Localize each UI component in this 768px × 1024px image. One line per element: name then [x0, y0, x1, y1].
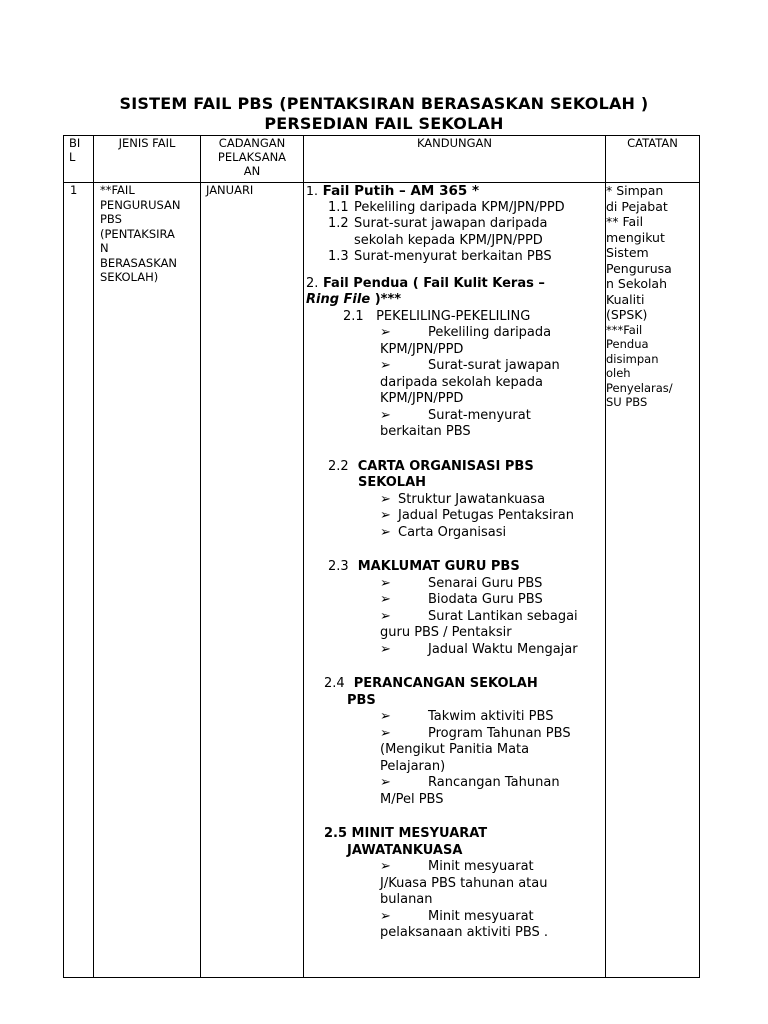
- list-item: ➢ Biodata Guru PBS: [380, 592, 543, 607]
- list-item-cont: sekolah kepada KPM/JPN/PPD: [354, 232, 543, 248]
- arrowhead-icon: ➢: [380, 725, 391, 741]
- list-item: ➢ Surat-menyurat berkaitan PBS: [380, 407, 531, 439]
- arrowhead-icon: ➢: [380, 608, 391, 624]
- cell-catatan: * Simpan di Pejabat ** Fail mengikut Sistem Pengurusa n Sekolah Kualiti (SPSK) ***Fail Pendua disimpan oleh Penyelaras/ SU PBS: [606, 183, 700, 978]
- cell-cadangan: JANUARI: [201, 183, 304, 978]
- arrowhead-icon: ➢: [380, 908, 391, 924]
- list-item: ➢ Senarai Guru PBS: [380, 575, 543, 591]
- list-item: ➢ Jadual Waktu Mengajar: [380, 641, 578, 657]
- subsection-2-1: 2.1 PEKELILING-PEKELILING: [343, 308, 531, 324]
- subsection-2-3-heading: 2.3 MAKLUMAT GURU PBS: [328, 559, 520, 574]
- subsection-2-2-heading: 2.2 CARTA ORGANISASI PBS SEKOLAH: [328, 458, 534, 490]
- arrowhead-icon: ➢: [380, 325, 391, 340]
- file-system-table: [63, 135, 700, 978]
- list-item: 1.3 Surat-menyurat berkaitan PBS: [328, 249, 552, 264]
- list-item: ➢ Jadual Petugas Pentaksiran: [380, 508, 574, 523]
- document-title: SISTEM FAIL PBS (PENTAKSIRAN BERASASKAN SEKOLAH ): [119, 94, 649, 113]
- arrowhead-icon: ➢: [380, 491, 391, 507]
- list-item: ➢ Takwim aktiviti PBS: [380, 709, 554, 724]
- cell-bil: 1: [64, 183, 94, 978]
- list-item: ➢ Program Tahunan PBS (Mengikut Panitia Mata Pelajaran): [380, 725, 571, 774]
- arrowhead-icon: ➢: [380, 641, 391, 657]
- list-item: 1.1 Pekeliling daripada KPM/JPN/PPD: [328, 199, 565, 215]
- subsection-2-4-heading: 2.4 PERANCANGAN SEKOLAH PBS: [324, 676, 538, 708]
- arrowhead-icon: ➢: [380, 358, 391, 373]
- list-item: ➢ Rancangan Tahunan M/Pel PBS: [380, 775, 560, 807]
- list-item: ➢ Surat Lantikan sebagai guru PBS / Pentaksir: [380, 608, 578, 640]
- subsection-2-5-heading: 2.5 MINIT MESYUARAT JAWATANKUASA: [324, 826, 488, 858]
- table-header-row: [64, 136, 700, 183]
- list-item: 1.2 Surat-surat jawapan daripada: [328, 216, 548, 231]
- arrowhead-icon: ➢: [380, 407, 391, 423]
- list-item: ➢ Pekeliling daripada KPM/JPN/PPD: [380, 325, 552, 357]
- arrowhead-icon: ➢: [380, 859, 391, 874]
- header-kandungan: KANDUNGAN: [304, 136, 606, 183]
- arrowhead-icon: ➢: [380, 524, 391, 540]
- arrowhead-icon: ➢: [380, 709, 391, 724]
- list-item: ➢ Surat-surat jawapan daripada sekolah kepada KPM/JPN/PPD: [380, 358, 560, 406]
- list-item: ➢ Carta Organisasi: [380, 524, 507, 540]
- arrowhead-icon: ➢: [380, 575, 391, 591]
- list-item: ➢ Struktur Jawatankuasa: [380, 491, 546, 507]
- document-subtitle: PERSEDIAN FAIL SEKOLAH: [264, 114, 504, 133]
- cell-kandungan: [304, 183, 606, 978]
- table-row: [64, 183, 700, 978]
- list-item: ➢ Minit mesyuarat pelaksanaan aktiviti PBS .: [380, 908, 549, 940]
- section-2-heading: 2. Fail Pendua ( Fail Kulit Keras – Ring File )***: [306, 275, 545, 307]
- header-bil: BI L: [64, 136, 94, 183]
- list-item: ➢ Minit mesyuarat J/Kuasa PBS tahunan atau bulanan: [380, 859, 548, 907]
- arrowhead-icon: ➢: [380, 775, 391, 790]
- section-1-heading: 1. Fail Putih – AM 365 *: [306, 183, 480, 199]
- header-cadangan: CADANGAN PELAKSANA AN: [201, 136, 304, 183]
- cell-jenis-fail: **FAIL PENGURUSAN PBS (PENTAKSIRA N BERASASKAN SEKOLAH): [94, 183, 201, 978]
- header-jenis-fail: JENIS FAIL: [94, 136, 201, 183]
- header-catatan: CATATAN: [606, 136, 700, 183]
- arrowhead-icon: ➢: [380, 592, 391, 607]
- arrowhead-icon: ➢: [380, 508, 391, 523]
